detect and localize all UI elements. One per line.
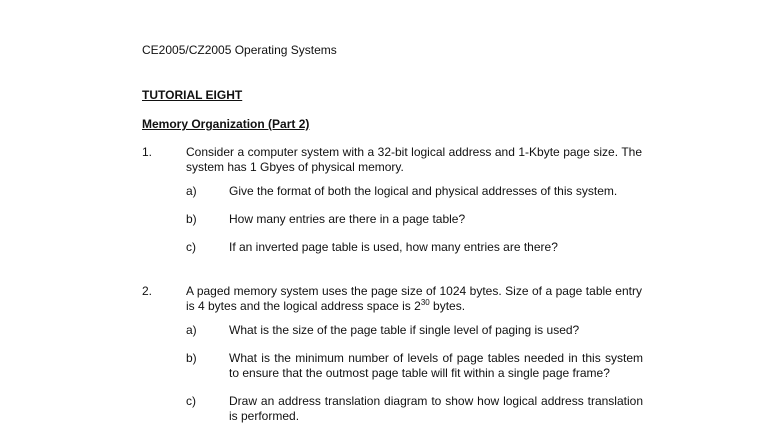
course-header: CE2005/CZ2005 Operating Systems [142, 43, 337, 57]
question-1a-text: Give the format of both the logical and physical addresses of this system. [229, 184, 618, 198]
section-title: Memory Organization (Part 2) [142, 117, 310, 131]
question-1c-label: c) [186, 240, 196, 254]
tutorial-title: TUTORIAL EIGHT [142, 88, 243, 102]
question-1a-label: a) [186, 184, 197, 198]
question-2b-label: b) [186, 351, 197, 365]
question-1-text: Consider a computer system with a 32-bit logical address and 1-Kbyte page size. The system has 1 Gbyes of physical memory. [186, 145, 642, 174]
question-1c-text: If an inverted page table is used, how many entries are there? [229, 240, 558, 254]
question-2a-text: What is the size of the page table if single level of paging is used? [229, 323, 580, 337]
question-2b-text: What is the minimum number of levels of page tables needed in this system to ensure that the outmost page table will fit within a single page frame? [229, 351, 643, 380]
question-2a-label: a) [186, 323, 197, 337]
question-2c-label: c) [186, 394, 196, 408]
question-2-text-end: bytes. [429, 299, 466, 313]
question-1b-text: How many entries are there in a page table? [229, 212, 466, 226]
question-1b-label: b) [186, 212, 197, 226]
question-2-text [186, 284, 642, 314]
question-2c-text: Draw an address translation diagram to show how logical address translation is performed. [229, 394, 643, 423]
question-2-text-main: A paged memory system uses the page size of 1024 bytes. Size of a page table entry is 4 bytes and the logical address space is 2 [186, 284, 642, 313]
question-2-exponent: 30 [420, 298, 430, 307]
question-2-number: 2. [142, 284, 153, 298]
question-1-number: 1. [142, 145, 153, 159]
